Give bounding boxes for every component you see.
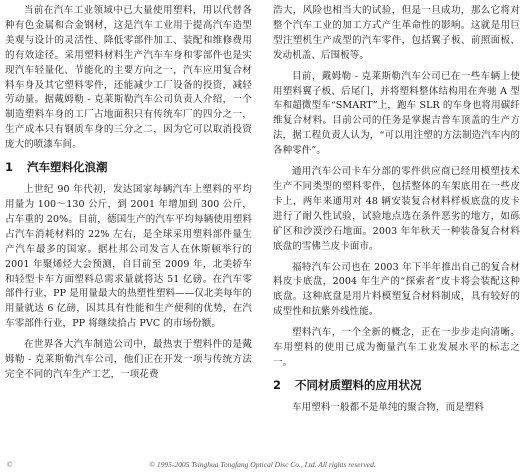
- section-heading: [273, 377, 520, 393]
- paragraph: 车用塑料一般都不是单纯的聚合物，而是塑料: [292, 401, 485, 413]
- section-title: 汽车塑料化浪潮: [27, 160, 108, 175]
- paragraph: 通用汽车公司卡车分部的零件供应商已经用模塑技术生产不同类型的塑料零件，包括整体的车架底用在一些皮卡上，两年来通用对 48 辆安装复合材料样板底盘的皮卡进行了耐久性试验，试验地点选在条件恶劣的地方，如砾矿区和沙漠沙石地面。2003 年年秋天一种装备复合材料底盘的雪佛兰皮卡面市。: [273, 166, 520, 252]
- paragraph: 塑料汽车，一个全新的概念，正在一步步走向清晰。车用塑料的使用已成为衡量汽车工业发展水平的标志之一。: [273, 327, 520, 368]
- edge-mark: ©: [6, 461, 13, 469]
- paragraph: 目前，戴姆勒 - 克莱斯勒汽车公司已在一些车辆上使用塑料翼子板、后尾门，并将塑料整体结构用在奔驰 A 型车和超微型车“SMART”上，跑车 SLR 的车身也将用碳纤维复合材料。目前公司的任务是掌握吉普车顶盖的生产方法，据工程负责人认为，“可以用注塑的方法制造汽车内的各种零件”。: [273, 70, 520, 157]
- left-column: [5, 4, 252, 389]
- paragraph: 上世纪 90 年代初，发达国家每辆汽车上塑料的平均用量为 100～130 公斤，到 2001 年增加到 300 公斤，占车重的 20%。目前，德国生产的汽车平均每辆使用塑料占汽车消耗材料的 22% 左右，是全球采用塑料部件量生产汽车最多的国家。据杜邦公司发言人在休斯顿举行的 2001 年聚烯烃大会预测，自目前至 2009 年，北美轿车和轻型卡车方面塑料总需求量就将达 51 亿磅。在汽车零部件行业，PP 是用量最大的热塑性塑料——仅北美每年的用量就达 6 亿磅，因其具有性能和生产便利的优势，在汽车零部件行业，PP 将继续拾占 PVC 的市场份额。: [5, 184, 252, 330]
- section-number: 1: [5, 160, 14, 175]
- right-column: [273, 4, 520, 422]
- paragraph: 在世界各大汽车制造公司中，最热衷于塑料件的是戴姆勒 - 克莱斯勒汽车公司，他们正在开发一项与传统方法完全不同的汽车生产工艺，一项花费: [5, 339, 252, 380]
- copyright-footer: © 1995-2005 Tsinghua Tongfang Optical Disc Co., Ltd. All rights reserved.: [149, 460, 376, 469]
- section-heading: [5, 159, 252, 175]
- paragraph: 浩大，风险也相当大的试验，但是一旦成功，那么它将对整个汽车工业的加工方式产生革命性的影响。这就是用巨型注塑机生产成型的汽车零件，包括翼子板、前照面板、发动机盖、后围板等。: [273, 5, 520, 61]
- paragraph: 当前在汽车工业领域中已大量使用塑料，用以代替各种有色金属和合金钢材，这是汽车工业用于提高汽车造型美观与设计的灵活性、降低零部件加工、装配和维修费用的有效途径。采用塑料材料生产汽车车身和零部件也是实现汽车轻量化、节能化的主要方向之一，汽车应用复合材料车身及其它塑料零件，还能减少工厂设备的投资，减轻劳动量。据戴姆勒 - 克莱斯勒汽车公司负责人介绍，一个制造塑料车身的工厂占地面积只有传统车厂的四分之一，生产成本只有钢质车身的三分之二，因为它可以取消投资庞大的喷漆车间。: [5, 5, 252, 151]
- paragraph: 福特汽车公司也在 2003 年下半年推出自己的复合材料皮卡底盘，2004 年生产的“探索者”皮卡将会装配这种底盘。这种底盘是用片料模塑复合材料制成，具有较好的成型性和抗紫外线性能。: [273, 261, 520, 318]
- section-title: 不同材质塑料的应用状况: [295, 377, 422, 392]
- section-number: 2: [273, 377, 282, 392]
